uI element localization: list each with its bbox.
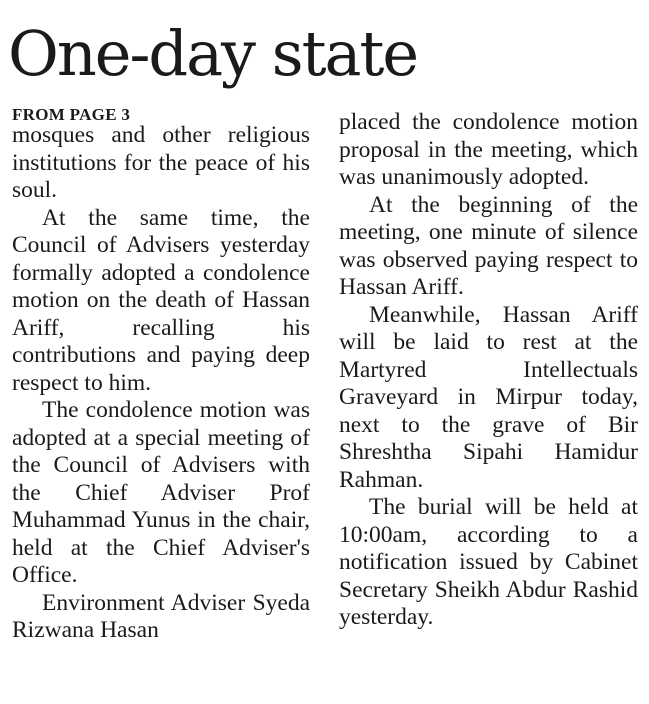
paragraph-1: mosques and other religious institutions for the peace of his soul. xyxy=(12,122,310,203)
article-column-right xyxy=(339,109,638,632)
paragraph-4: Environment Adviser Syeda Rizwana Hasan xyxy=(12,589,310,643)
article-column-left xyxy=(12,104,310,645)
paragraph-7: Meanwhile, Hassan Ariff will be laid to rest at the Martyred Intellectuals Graveyard in Mirpur today, next to the grave of Bir Shreshtha Sipahi Hamidur Rahman. xyxy=(339,301,638,493)
paragraph-2: At the same time, the Council of Advisers yesterday formally adopted a condolence motion on the death of Hassan Ariff, recalling his contributions and paying deep respect to him. xyxy=(12,204,310,396)
paragraph-3: The condolence motion was adopted at a special meeting of the Council of Advisers with the Chief Adviser Prof Muhammad Yunus in the chair, held at the Chief Adviser's Office. xyxy=(12,397,310,588)
paragraph-8: The burial will be held at 10:00am, according to a notification issued by Cabinet Secretary Sheikh Abdur Rashid yesterday. xyxy=(339,494,638,630)
paragraph-5: placed the condolence motion proposal in the meeting, which was unanimously adopted. xyxy=(339,109,638,190)
jump-line: FROM PAGE 3 xyxy=(12,105,131,124)
paragraph-6: At the beginning of the meeting, one minute of silence was observed paying respect to Hassan Ariff. xyxy=(339,191,638,300)
headline: One-day state xyxy=(8,17,418,90)
